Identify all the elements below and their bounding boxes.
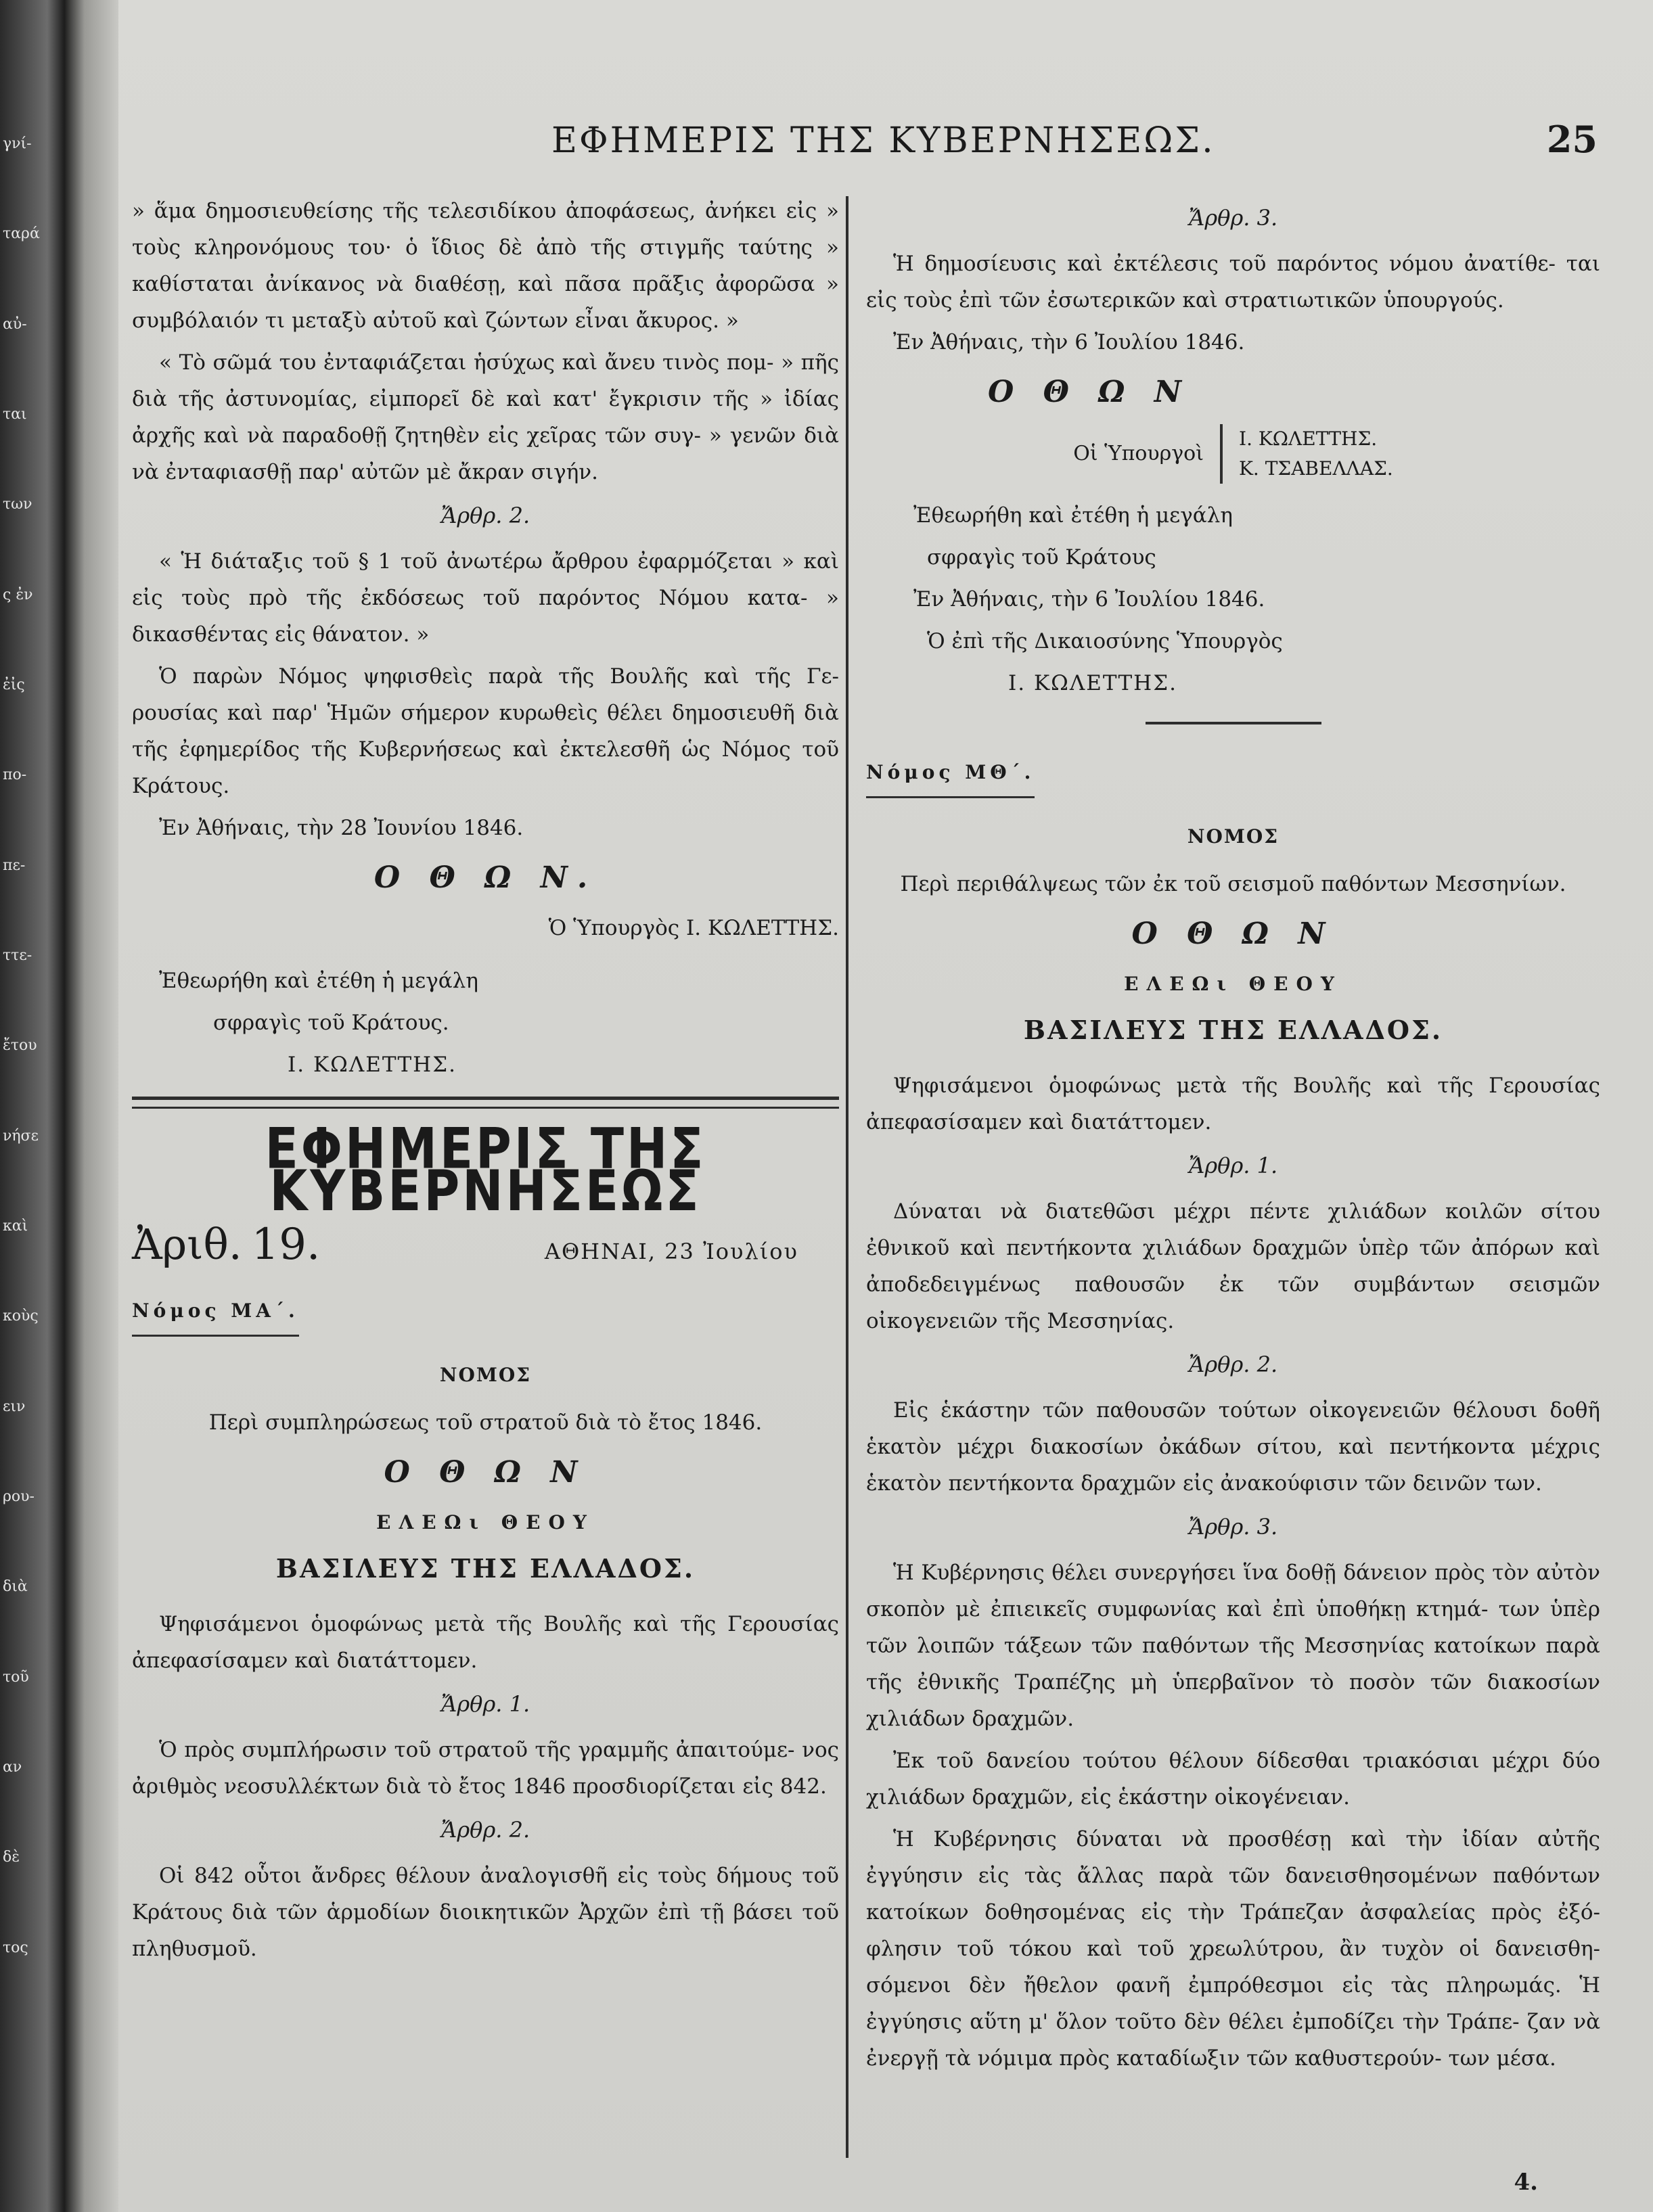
seal-signature: Ι. ΚΩΛΕΤΤΗΣ. (1008, 671, 1177, 695)
law-number: Νόμος ΜΘ΄. (866, 754, 1035, 798)
previous-page-fragment: ειν (3, 1398, 26, 1415)
previous-page-fragment: ται (3, 406, 27, 423)
law-preamble: Ψηφισάμενοι ὁμοφώνως μετὰ τῆς Βουλῆς καὶ τῆς Γερουσίας ἀπεφασίσαμεν καὶ διατάττομεν. (866, 1074, 1600, 1134)
left-column (132, 193, 839, 1973)
issue-number-block (132, 1220, 321, 1270)
previous-page-fragment: καὶ (3, 1218, 28, 1235)
running-title: ΕΦΗΜΕΡΙΣ ΤΗΣ ΚΥΒΕΡΝΗΣΕΩΣ. (551, 120, 1215, 161)
previous-page-fragment: ἔτου (3, 1037, 37, 1054)
previous-page-fragment: ρου- (3, 1488, 35, 1505)
enactment-clause: Ὁ παρὼν Νόμος ψηφισθεὶς παρὰ τῆς Βουλῆς καὶ τῆς Γε- ρουσίας καὶ παρ' Ἡμῶν σήμερον κυρωθεὶς θέλει δημοσιευθῆ διὰ τῆς ἐφημερίδος τῆς Κυβερνήσεως καὶ ἐκτελεσθῆ ὡς Νόμος τοῦ Κράτους. (132, 664, 839, 798)
article-3-heading: Ἄρθρ. 3. (1188, 205, 1278, 231)
previous-page-fragment: αὐ- (3, 316, 27, 333)
previous-page-fragment: ἐἰς (3, 676, 25, 693)
previous-page-fragment: διὰ (3, 1578, 28, 1595)
issue-number: 19. (251, 1220, 321, 1270)
previous-page-fragment: πε- (3, 857, 26, 874)
article-1-heading: Ἄρθρ. 1. (440, 1691, 530, 1717)
law-king: Ο Θ Ω Ν (1131, 917, 1335, 951)
previous-page-fragment: δὲ (3, 1849, 20, 1866)
date-place: Ἐν Ἀθήναις, τὴν 6 Ἰουλίου 1846. (893, 330, 1245, 354)
article-3b-text: Ἡ Κυβέρνησις θέλει συνεργήσει ἵνα δοθῇ δάνειον πρὸς τὸν αὐτὸν σκοπὸν μὲ ἐπιεικεῖς συμφωνίας καὶ ἐπὶ ὑποθήκῃ κτημά- των ὑπὲρ τῶν λοιπῶν τάξεων τῶν παθόντων τῆς Μεσσηνίας κατοίκων παρὰ τῆς ἐθνικῆς Τραπέζης μὴ ὑπερβαῖνον τὸ ποσὸν τῶν διακοσίων χιλιάδων δραχμῶν. (866, 1561, 1600, 1731)
seal-line-1: Ἐθεωρήθη καὶ ἐτέθη ἡ μεγάλη (913, 503, 1233, 528)
article-3b-paragraph-3: Ἡ Κυβέρνησις δύναται νὰ προσθέσῃ καὶ τὴν ἰδίαν αὐτῆς ἐγγύησιν εἰς τὰς ἄλλας παρὰ τῶν δανεισθησομένων παθόντων κατοίκων δοθησομένας εἰς τὴν Τράπεζαν ἀσφαλείας πρὸς ἐξό- φλησιν τοῦ τόκου καὶ τοῦ χρεωλύτρου, ἂν τυχὸν οἱ δανεισθη- σόμενοι δὲν ἤθελον φανῆ ἐμπρόθεσμοι εἰς τὰς πληρωμάς. Ἡ ἐγγύησις αὕτη μ' ὅλον τοῦτο δὲν θέλει ἐμποδίζει τὴν Τράπε- ζαν νὰ ἐνεργῇ τὰ νόμιμα πρὸς καταδίωξιν τῶν καθυστερούν- των μέσα. (866, 1827, 1600, 2071)
previous-page-fragment: των (3, 496, 32, 513)
issue-date: ΑΘΗΝΑΙ, 23 Ἰουλίου (544, 1239, 798, 1264)
king-signature: Ο Θ Ω Ν. (373, 860, 597, 895)
seal-date: Ἐν Ἀθήναις, τὴν 6 Ἰουλίου 1846. (913, 587, 1265, 612)
law-grace: ΕΛΕΩι ΘΕΟΥ (376, 1511, 595, 1534)
minister-1: Ι. ΚΩΛΕΤΤΗΣ. (1239, 428, 1378, 450)
previous-page-fragment: κοὺς (3, 1308, 39, 1324)
article-text: « Ἡ διάταξις τοῦ § 1 τοῦ ἀνωτέρω ἄρθρου ἐφαρμόζεται » καὶ εἰς τοὺς πρὸ τῆς ἐκδόσεως τοῦ παρόντος Νόμου κατα- » δικασθέντας εἰς θάνατον. » (132, 549, 839, 647)
previous-page-fragment: πο- (3, 766, 27, 783)
law-heading: ΝΟΜΟΣ (439, 1364, 532, 1386)
law-heading: ΝΟΜΟΣ (1187, 825, 1280, 848)
article-3-text: Ἡ δημοσίευσις καὶ ἐκτέλεσις τοῦ παρόντος νόμου ἀνατίθε- ται εἰς τοὺς ἐπὶ τῶν ἐσωτερικῶν καὶ στρατιωτικῶν ὑπουργούς. (866, 252, 1600, 313)
seal-minister: Ὁ ἐπὶ τῆς Δικαιοσύνης Ὑπουργὸς (927, 629, 1283, 653)
right-column (866, 193, 1600, 2082)
law-grace: ΕΛΕΩι ΘΕΟΥ (1124, 973, 1342, 995)
section-divider (132, 1097, 839, 1109)
date-place: Ἐν Ἀθήναις, τὴν 28 Ἰουνίου 1846. (159, 816, 524, 840)
previous-page-fragment: ς ἐν (3, 586, 33, 603)
previous-page-fragment: γνί- (3, 135, 32, 152)
minister-2: Κ. ΤΣΑΒΕΛΛΑΣ. (1239, 457, 1393, 480)
gazette-masthead: ΕΦΗΜΕΡΙΣ ΤΗΣ ΚΥΒΕΡΝΗΣΕΩΣ (265, 1115, 706, 1224)
ministers-names (1220, 424, 1393, 484)
previous-page-fragments (0, 135, 47, 2097)
king-signature: Ο Θ Ω Ν (988, 375, 1191, 409)
seal-line-1: Ἐθεωρήθη καὶ ἐτέθη ἡ μεγάλη (159, 969, 478, 993)
minister-line: Ὁ Ὑπουργὸς Ι. ΚΩΛΕΤΤΗΣ. (548, 916, 839, 940)
article-1-text: Δύναται νὰ διατεθῶσι μέχρι πέντε χιλιάδων κοιλῶν σίτου ἐθνικοῦ καὶ πεντήκοντα χιλιάδων δραχμῶν ὑπὲρ τῶν ἀπόρων καὶ ἀποδεδειγμένως παθουσῶν ἐκ τῶν συμβάντων σεισμῶν οἰκογενειῶν τῆς Μεσσηνίας. (866, 1199, 1600, 1333)
seal-line-2: σφραγὶς τοῦ Κράτους (927, 545, 1156, 570)
page-number: 25 (1546, 118, 1598, 161)
column-divider (846, 196, 848, 2158)
law-subject: Περὶ συμπληρώσεως τοῦ στρατοῦ διὰ τὸ ἔτος 1846. (208, 1410, 763, 1435)
gazette-page (118, 0, 1653, 2212)
continuation-paragraph-1: » ἅμα δημοσιευθείσης τῆς τελεσιδίκου ἀποφάσεως, ἀνήκει εἰς » τοὺς κληρονόμους του· ὁ ἴδιος δὲ ἀπὸ τῆς στιγμῆς ταύτης » καθίσταται ἀνίκανος νὰ διαθέσῃ, καὶ πᾶσα πρᾶξις ἀφορῶσα » συμβόλαιόν τι μεταξὺ αὐτοῦ καὶ ζώντων εἶναι ἄκυρος. » (132, 199, 839, 333)
ministers-label: Οἱ Ὑπουργοὶ (1073, 442, 1204, 465)
continuation-paragraph-2: « Τὸ σῶμά του ἐνταφιάζεται ἡσύχως καὶ ἄνευ τινὸς πομ- » πῆς διὰ τῆς ἀστυνομίας, εἰμπορεῖ δὲ καὶ κατ' ἔγκρισιν τῆς » ἰδίας ἀρχῆς καὶ νὰ παραδοθῇ ζητηθὲν εἰς χεῖρας τῶν συγ- » γενῶν διὰ νὰ ἐνταφιασθῇ παρ' αὐτῶν μὲ ἄκραν σιγήν. (132, 350, 839, 484)
previous-page-fragment: αν (3, 1759, 22, 1776)
article-1-text: Ὁ πρὸς συμπλήρωσιν τοῦ στρατοῦ τῆς γραμμῆς ἀπαιτούμε- νος ἀριθμὸς νεοσυλλέκτων διὰ τὸ ἔτος 1846 προσδιορίζεται εἰς 842. (132, 1738, 839, 1799)
previous-page-fragment: νήσε (3, 1128, 39, 1145)
ministers-signature-block (866, 424, 1600, 484)
short-divider (1146, 722, 1321, 724)
previous-page-fragment: ττε- (3, 947, 32, 964)
previous-page-fragment: ταρά (3, 225, 40, 242)
law-title: ΒΑΣΙΛΕΥΣ ΤΗΣ ΕΛΛΑΔΟΣ. (1023, 1015, 1443, 1045)
law-title: ΒΑΣΙΛΕΥΣ ΤΗΣ ΕΛΛΑΔΟΣ. (275, 1553, 696, 1584)
article-3b-paragraph-2: Ἐκ τοῦ δανείου τούτου θέλουν δίδεσθαι τριακόσιαι μέχρι δύο χιλιάδων δραχμῶν, εἰς ἑκάστην οἰκογένειαν. (866, 1749, 1600, 1810)
running-head (118, 114, 1653, 175)
seal-signature: Ι. ΚΩΛΕΤΤΗΣ. (288, 1053, 457, 1077)
issue-line (132, 1220, 839, 1270)
law-subject: Περὶ περιθάλψεως τῶν ἐκ τοῦ σεισμοῦ παθόντων Μεσσηνίων. (900, 872, 1566, 896)
law-king: Ο Θ Ω Ν (384, 1455, 587, 1490)
article-2-text: Εἰς ἑκάστην τῶν παθουσῶν τούτων οἰκογενειῶν θέλουσι δοθῆ ἑκατὸν μέχρι διακοσίων ὀκάδων σίτου, καὶ πεντήκοντα μέχρις ἑκατὸν πεντήκοντα δραχμῶν εἰς ἀνακούφισιν τῶν δεινῶν των. (866, 1398, 1600, 1496)
article-1-heading: Ἄρθρ. 1. (1188, 1153, 1278, 1178)
article-2-text: Οἱ 842 οὗτοι ἄνδρες θέλουν ἀναλογισθῆ εἰς τοὺς δήμους τοῦ Κράτους διὰ τῶν ἁρμοδίων διοικητικῶν Ἀρχῶν ἐπὶ τῇ βάσει τοῦ πληθυσμοῦ. (132, 1864, 839, 1961)
article-heading: Ἄρθρ. 2. (440, 503, 530, 528)
article-3b-heading: Ἄρθρ. 3. (1188, 1514, 1278, 1540)
seal-line-2: σφραγὶς τοῦ Κράτους. (213, 1011, 449, 1035)
signature-mark: 4. (1514, 2169, 1538, 2196)
law-preamble: Ψηφισάμενοι ὁμοφώνως μετὰ τῆς Βουλῆς καὶ τῆς Γερουσίας ἀπεφασίσαμεν καὶ διατάττομεν. (132, 1612, 839, 1673)
law-number: Νόμος ΜΑ΄. (132, 1293, 299, 1337)
article-2-heading: Ἄρθρ. 2. (440, 1817, 530, 1843)
issue-label: Ἀριθ. (132, 1220, 242, 1269)
previous-page-fragment: τος (3, 1939, 28, 1956)
article-2-heading: Ἄρθρ. 2. (1188, 1352, 1278, 1377)
previous-page-fragment: τοῦ (3, 1669, 29, 1686)
